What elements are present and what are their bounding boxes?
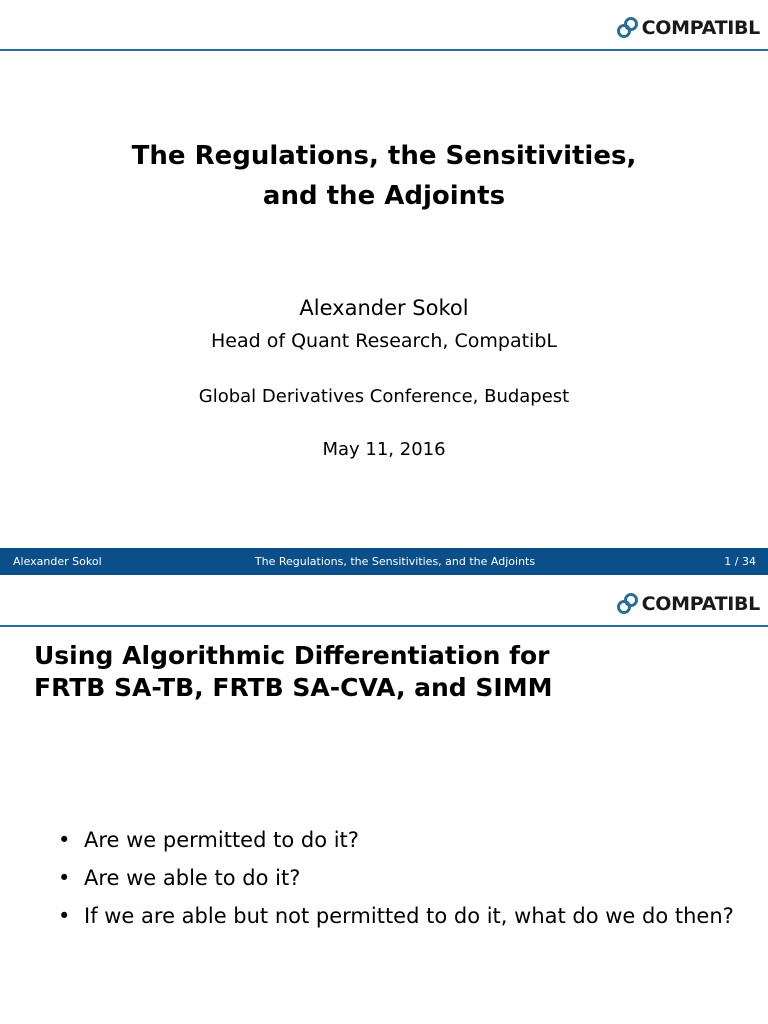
- list-item: [58, 862, 738, 894]
- footer-author: Alexander Sokol: [13, 555, 102, 568]
- compatibl-logo: [616, 16, 760, 40]
- title-line-1: The Regulations, the Sensitivities,: [131, 141, 637, 171]
- author-name: Alexander Sokol: [299, 296, 469, 320]
- footer-title: The Regulations, the Sensitivities, and the Adjoints: [254, 555, 536, 568]
- conference-name: Global Derivatives Conference, Budapest: [198, 386, 570, 407]
- header-rule: [0, 625, 768, 627]
- bullet-text: Are we permitted to do it?: [84, 828, 359, 852]
- header-rule: [0, 49, 768, 51]
- slide-footer: [0, 548, 768, 575]
- author-affiliation: Head of Quant Research, CompatibL: [211, 330, 557, 352]
- frame-title-line-1: Using Algorithmic Differentiation for: [34, 641, 550, 670]
- frame-title: [34, 640, 552, 704]
- title-line-2: and the Adjoints: [262, 181, 506, 211]
- bullet-list: [58, 824, 738, 938]
- bullet-icon: •: [58, 904, 71, 928]
- presentation-date: May 11, 2016: [322, 439, 446, 460]
- list-item: [58, 900, 738, 932]
- logo-text: COMPATIBL: [641, 593, 760, 615]
- chain-link-icon: [616, 592, 640, 616]
- compatibl-logo: [616, 592, 760, 616]
- bullet-icon: •: [58, 828, 71, 852]
- logo-text: COMPATIBL: [641, 17, 760, 39]
- list-item: [58, 824, 738, 856]
- frame-title-line-2: FRTB SA-TB, FRTB SA-CVA, and SIMM: [34, 673, 553, 702]
- bullet-icon: •: [58, 866, 71, 890]
- footer-page-number: 1 / 34: [724, 555, 756, 568]
- content-slide: [0, 576, 768, 1024]
- bullet-text: Are we able to do it?: [84, 866, 301, 890]
- presentation-title: [0, 136, 768, 216]
- bullet-text: If we are able but not permitted to do it, what do we do then?: [84, 904, 734, 928]
- chain-link-icon: [616, 16, 640, 40]
